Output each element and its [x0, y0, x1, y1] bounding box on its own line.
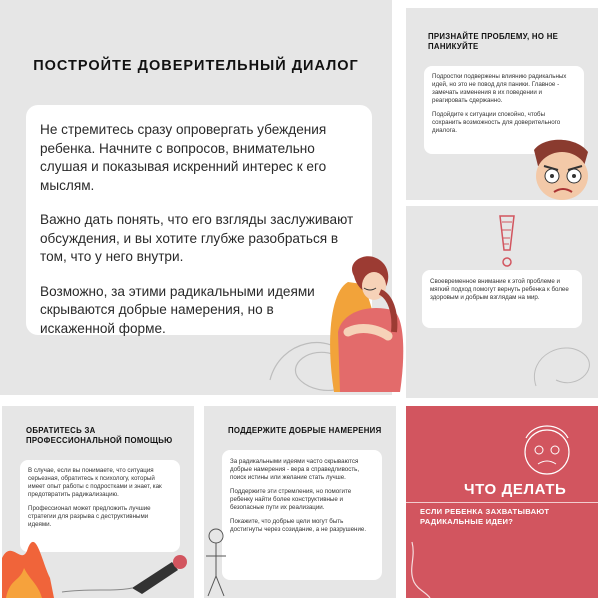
acknowledge-paragraph-2: Подойдите к ситуации спокойно, чтобы сохранить возможность для доверительного диалога. — [432, 111, 561, 134]
support-paragraph-2: Поддержите эти стремления, но помогите ребенку найти более конструктивные и безопасные пути их реализации. — [230, 488, 352, 511]
slide-cover — [406, 406, 598, 598]
support-paragraph-1: За радикальными идеями часто скрываются добрые намерения - вера в справедливость, поиск истины или желание стать лучше. — [230, 458, 360, 481]
cover-title: ЧТО ДЕЛАТЬ — [464, 481, 567, 498]
fire-illustration-icon — [2, 518, 194, 598]
slide-professional-help — [2, 406, 194, 598]
hug-illustration-icon — [318, 252, 410, 392]
cover-subtitle: ЕСЛИ РЕБЕНКА ЗАХВАТЫВАЮТ РАДИКАЛЬНЫЕ ИДЕИ? — [420, 507, 550, 526]
face-sketch-icon — [514, 420, 580, 484]
cover-divider — [406, 502, 598, 503]
professional-paragraph-2: Профессионал может предложить лучшие стратегии для разрыва с деструктивными идеями. — [28, 505, 151, 528]
main-paragraph-3: Возможно, за этими радикальными идеями скрываются добрые намерения, но в искаженной форме. — [40, 283, 315, 336]
person-doodle-icon — [204, 526, 228, 598]
professional-title: ОБРАТИТЕСЬ ЗА ПРОФЕССИОНАЛЬНОЙ ПОМОЩЬЮ — [26, 426, 173, 445]
angry-face-illustration-icon — [524, 136, 598, 200]
slide-attention — [406, 206, 598, 398]
circle-doodle-icon — [526, 326, 598, 396]
main-title: ПОСТРОЙТЕ ДОВЕРИТЕЛЬНЫЙ ДИАЛОГ — [33, 58, 359, 74]
slide-acknowledge — [406, 8, 598, 200]
attention-paragraph-1: Своевременное внимание к этой проблеме и мягкий подход помогут вернуть ребенка к более здоровым и добрым взглядам на мир. — [430, 278, 569, 301]
main-paragraph-2: Важно дать понять, что его взгляды заслуживают обсуждения, и вы хотите глубже разобраться в том, что у него внутри. — [40, 212, 354, 264]
professional-paragraph-1: В случае, если вы понимаете, что ситуация серьезная, обратитесь к психологу, который имеет опыт работы с подростками и знает, как предотвратить радикализацию. — [28, 467, 162, 498]
support-title: ПОДДЕРЖИТЕ ДОБРЫЕ НАМЕРЕНИЯ — [228, 426, 382, 435]
acknowledge-paragraph-1: Подростки подвержены влиянию радикальных идей, но это не повод для паники. Главное - замечать изменения в их поведении и реагировать сдержанно. — [432, 73, 567, 104]
attention-card — [422, 270, 582, 328]
slide-support-intentions — [204, 406, 396, 598]
support-card — [222, 450, 382, 580]
acknowledge-title: ПРИЗНАЙТЕ ПРОБЛЕМУ, НО НЕ ПАНИКУЙТЕ — [428, 32, 559, 51]
exclamation-doodle-icon — [492, 212, 522, 272]
scribble-doodle-icon — [406, 538, 466, 598]
support-paragraph-3: Покажите, что добрые цели могут быть достигнуты через созидание, а не разрушение. — [230, 518, 367, 533]
main-paragraph-1: Не стремитесь сразу опровергать убеждения ребенка. Начните с вопросов, внимательно слушая и показывая искренний интерес к его мыслям. — [40, 122, 327, 193]
